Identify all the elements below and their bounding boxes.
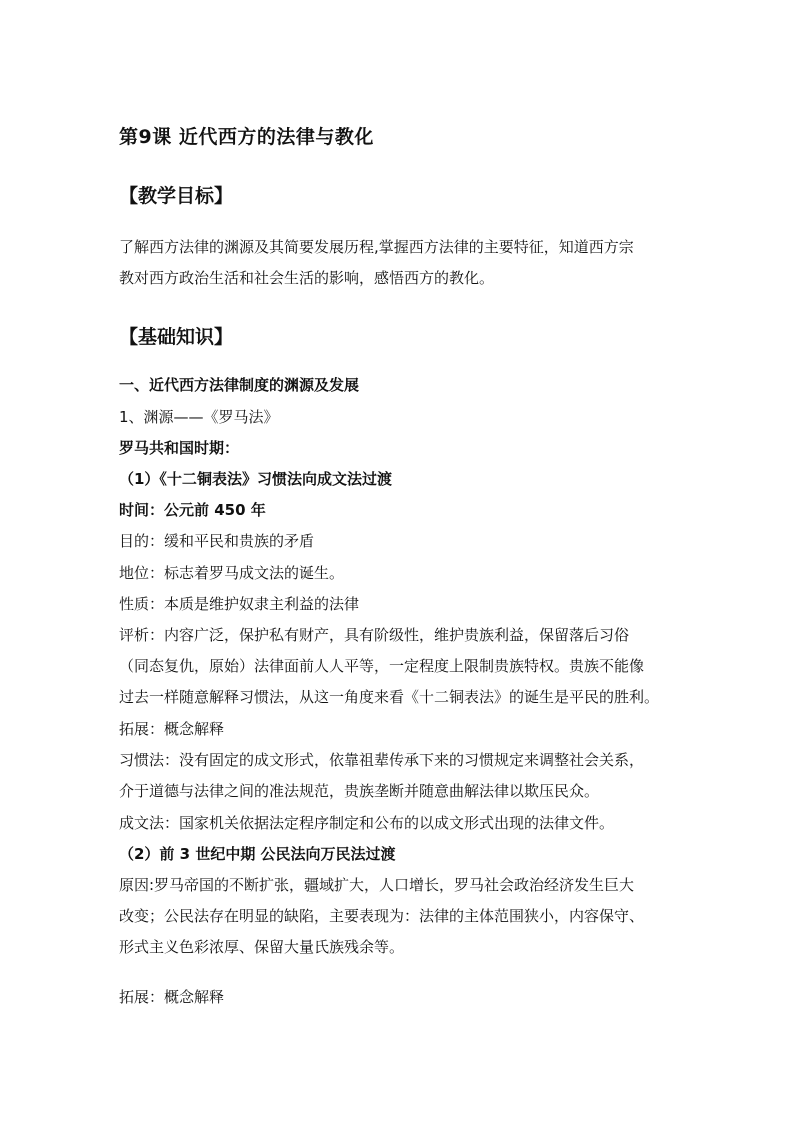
custom-law-line: 习惯法：没有固定的成文形式，依靠祖辈传承下来的习惯规定来调整社会关系， xyxy=(119,751,645,769)
reason-line: 改变；公民法存在明显的缺陷，主要表现为：法律的主体范围狭小，内容保守、 xyxy=(119,907,645,925)
reason-text xyxy=(119,870,689,963)
nature-line: 性质：本质是维护奴隶主利益的法律 xyxy=(119,595,360,613)
comment-line: （同态复仇，原始）法律面前人人平等，一定程度上限制贵族特权。贵族不能像 xyxy=(119,657,645,675)
part1-title: 一、近代西方法律制度的渊源及发展 xyxy=(119,376,360,394)
lesson-title: 第9课 近代西方的法律与教化 xyxy=(119,126,374,148)
objectives-heading: 【教学目标】 xyxy=(119,185,234,207)
written-law-line: 成文法：国家机关依据法定程序制定和公布的以成文形式出现的法律文件。 xyxy=(119,814,615,832)
objectives-line: 了解西方法律的渊源及其简要发展历程,掌握西方法律的主要特征，知道西方宗 xyxy=(119,238,634,256)
expand2-line: 拓展：概念解释 xyxy=(119,988,225,1006)
basics-heading: 【基础知识】 xyxy=(119,326,234,348)
custom-law-line: 介于道德与法律之间的准法规范，贵族垄断并随意曲解法律以欺压民众。 xyxy=(119,782,600,800)
comment-text xyxy=(119,620,689,713)
expand1-line: 拓展：概念解释 xyxy=(119,720,225,738)
custom-law-text xyxy=(119,745,689,807)
sub2-title: （2）前 3 世纪中期 公民法向万民法过渡 xyxy=(119,845,396,863)
sub1-title: （1）《十二铜表法》习惯法向成文法过渡 xyxy=(119,470,392,488)
reason-line: 形式主义色彩浓厚、保留大量氏族残余等。 xyxy=(119,938,405,956)
period-label: 罗马共和国时期： xyxy=(119,439,240,457)
item1-origin: 1、渊源——《罗马法》 xyxy=(119,408,279,426)
status-line: 地位：标志着罗马成文法的诞生。 xyxy=(119,564,345,582)
purpose-line: 目的：缓和平民和贵族的矛盾 xyxy=(119,532,315,550)
time-line: 时间：公元前 450 年 xyxy=(119,501,266,519)
comment-line: 评析：内容广泛，保护私有财产，具有阶级性，维护贵族利益，保留落后习俗 xyxy=(119,626,630,644)
comment-line: 过去一样随意解释习惯法，从这一角度来看《十二铜表法》的诞生是平民的胜利。 xyxy=(119,688,660,706)
reason-line: 原因:罗马帝国的不断扩张，疆域扩大，人口增长，罗马社会政治经济发生巨大 xyxy=(119,876,635,894)
objectives-line: 教对西方政治生活和社会生活的影响，感悟西方的教化。 xyxy=(119,269,495,287)
objectives-text xyxy=(119,232,689,294)
